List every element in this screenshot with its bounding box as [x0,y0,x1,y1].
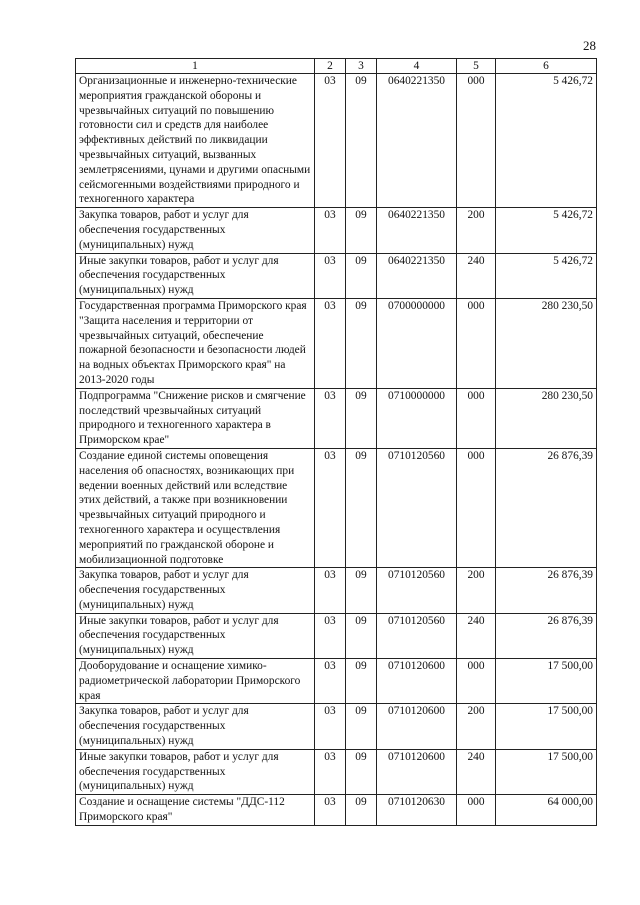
row-section: 03 [315,74,346,208]
row-target-article: 0710120600 [377,659,457,704]
row-target-article: 0700000000 [377,298,457,388]
row-subsection: 09 [346,74,377,208]
row-subsection: 09 [346,208,377,253]
row-target-article: 0710120560 [377,568,457,613]
row-target-article: 0710120560 [377,448,457,567]
table-row [76,795,597,826]
row-name: Иные закупки товаров, работ и услуг для обеспечения государственных (муниципальных) нужд [76,613,315,658]
row-amount: 280 230,50 [496,298,597,388]
budget-table [75,58,597,826]
row-target-article: 0710120630 [377,795,457,826]
table-row [76,253,597,298]
header-row [76,59,597,74]
table-row [76,704,597,749]
row-expense-type: 000 [457,74,496,208]
row-expense-type: 000 [457,659,496,704]
row-amount: 17 500,00 [496,659,597,704]
row-target-article: 0640221350 [377,253,457,298]
row-name: Организационные и инженерно-технические мероприятия гражданской обороны и чрезвычайных ситуаций по повышению готовности сил и средств для наиболее эффективных действий по ликвидации чрезвычайных ситуаций, вызванных землетрясениями, цунами и другими опасными сейсмогенными воздействиями природного и техногенного характера [76,74,315,208]
column-header: 3 [346,59,377,74]
row-name: Иные закупки товаров, работ и услуг для обеспечения государственных (муниципальных) нужд [76,253,315,298]
row-expense-type: 200 [457,568,496,613]
row-name: Подпрограмма "Снижение рисков и смягчение последствий чрезвычайных ситуаций природного и техногенного характера в Приморском крае" [76,388,315,448]
row-name: Закупка товаров, работ и услуг для обеспечения государственных (муниципальных) нужд [76,704,315,749]
row-name: Закупка товаров, работ и услуг для обеспечения государственных (муниципальных) нужд [76,568,315,613]
row-section: 03 [315,704,346,749]
row-amount: 5 426,72 [496,208,597,253]
column-header: 2 [315,59,346,74]
table-row [76,568,597,613]
row-subsection: 09 [346,704,377,749]
table-row [76,659,597,704]
row-amount: 26 876,39 [496,613,597,658]
row-expense-type: 200 [457,704,496,749]
row-target-article: 0710000000 [377,388,457,448]
row-section: 03 [315,795,346,826]
row-subsection: 09 [346,613,377,658]
row-expense-type: 000 [457,388,496,448]
row-name: Создание единой системы оповещения населения об опасностях, возникающих при ведении военных действий или вследствие этих действий, а также при возникновении чрезвычайных ситуаций природного и техногенного характера и осуществления мероприятий по гражданской обороне и мобилизационной подготовке [76,448,315,567]
row-section: 03 [315,208,346,253]
row-expense-type: 240 [457,613,496,658]
column-header: 5 [457,59,496,74]
row-expense-type: 240 [457,253,496,298]
row-name: Дооборудование и оснащение химико-радиометрической лаборатории Приморского края [76,659,315,704]
column-header: 4 [377,59,457,74]
row-subsection: 09 [346,388,377,448]
row-name: Иные закупки товаров, работ и услуг для обеспечения государственных (муниципальных) нужд [76,749,315,794]
row-section: 03 [315,448,346,567]
row-amount: 5 426,72 [496,253,597,298]
table-row [76,208,597,253]
row-target-article: 0710120600 [377,749,457,794]
row-section: 03 [315,749,346,794]
row-name: Государственная программа Приморского края "Защита населения и территории от чрезвычайных ситуаций, обеспечение пожарной безопасности и безопасности людей на водных объектах Приморского края" на 2013-2020 годы [76,298,315,388]
row-expense-type: 000 [457,298,496,388]
row-expense-type: 000 [457,448,496,567]
table-row [76,74,597,208]
row-section: 03 [315,659,346,704]
table-row [76,298,597,388]
table-row [76,388,597,448]
row-section: 03 [315,253,346,298]
row-expense-type: 000 [457,795,496,826]
table-row [76,613,597,658]
table-row [76,749,597,794]
row-name: Закупка товаров, работ и услуг для обеспечения государственных (муниципальных) нужд [76,208,315,253]
row-amount: 280 230,50 [496,388,597,448]
row-section: 03 [315,568,346,613]
row-subsection: 09 [346,253,377,298]
row-subsection: 09 [346,298,377,388]
column-header: 6 [496,59,597,74]
row-name: Создание и оснащение системы "ДДС-112 Приморского края" [76,795,315,826]
row-subsection: 09 [346,749,377,794]
page-number: 28 [583,38,596,53]
row-amount: 26 876,39 [496,448,597,567]
row-target-article: 0710120560 [377,613,457,658]
row-amount: 17 500,00 [496,749,597,794]
row-target-article: 0640221350 [377,208,457,253]
row-section: 03 [315,298,346,388]
row-amount: 26 876,39 [496,568,597,613]
column-header: 1 [76,59,315,74]
row-subsection: 09 [346,795,377,826]
row-target-article: 0710120600 [377,704,457,749]
row-subsection: 09 [346,659,377,704]
table-row [76,448,597,567]
row-amount: 17 500,00 [496,704,597,749]
row-subsection: 09 [346,448,377,567]
row-section: 03 [315,613,346,658]
row-amount: 64 000,00 [496,795,597,826]
row-section: 03 [315,388,346,448]
row-expense-type: 240 [457,749,496,794]
row-subsection: 09 [346,568,377,613]
row-amount: 5 426,72 [496,74,597,208]
row-expense-type: 200 [457,208,496,253]
row-target-article: 0640221350 [377,74,457,208]
